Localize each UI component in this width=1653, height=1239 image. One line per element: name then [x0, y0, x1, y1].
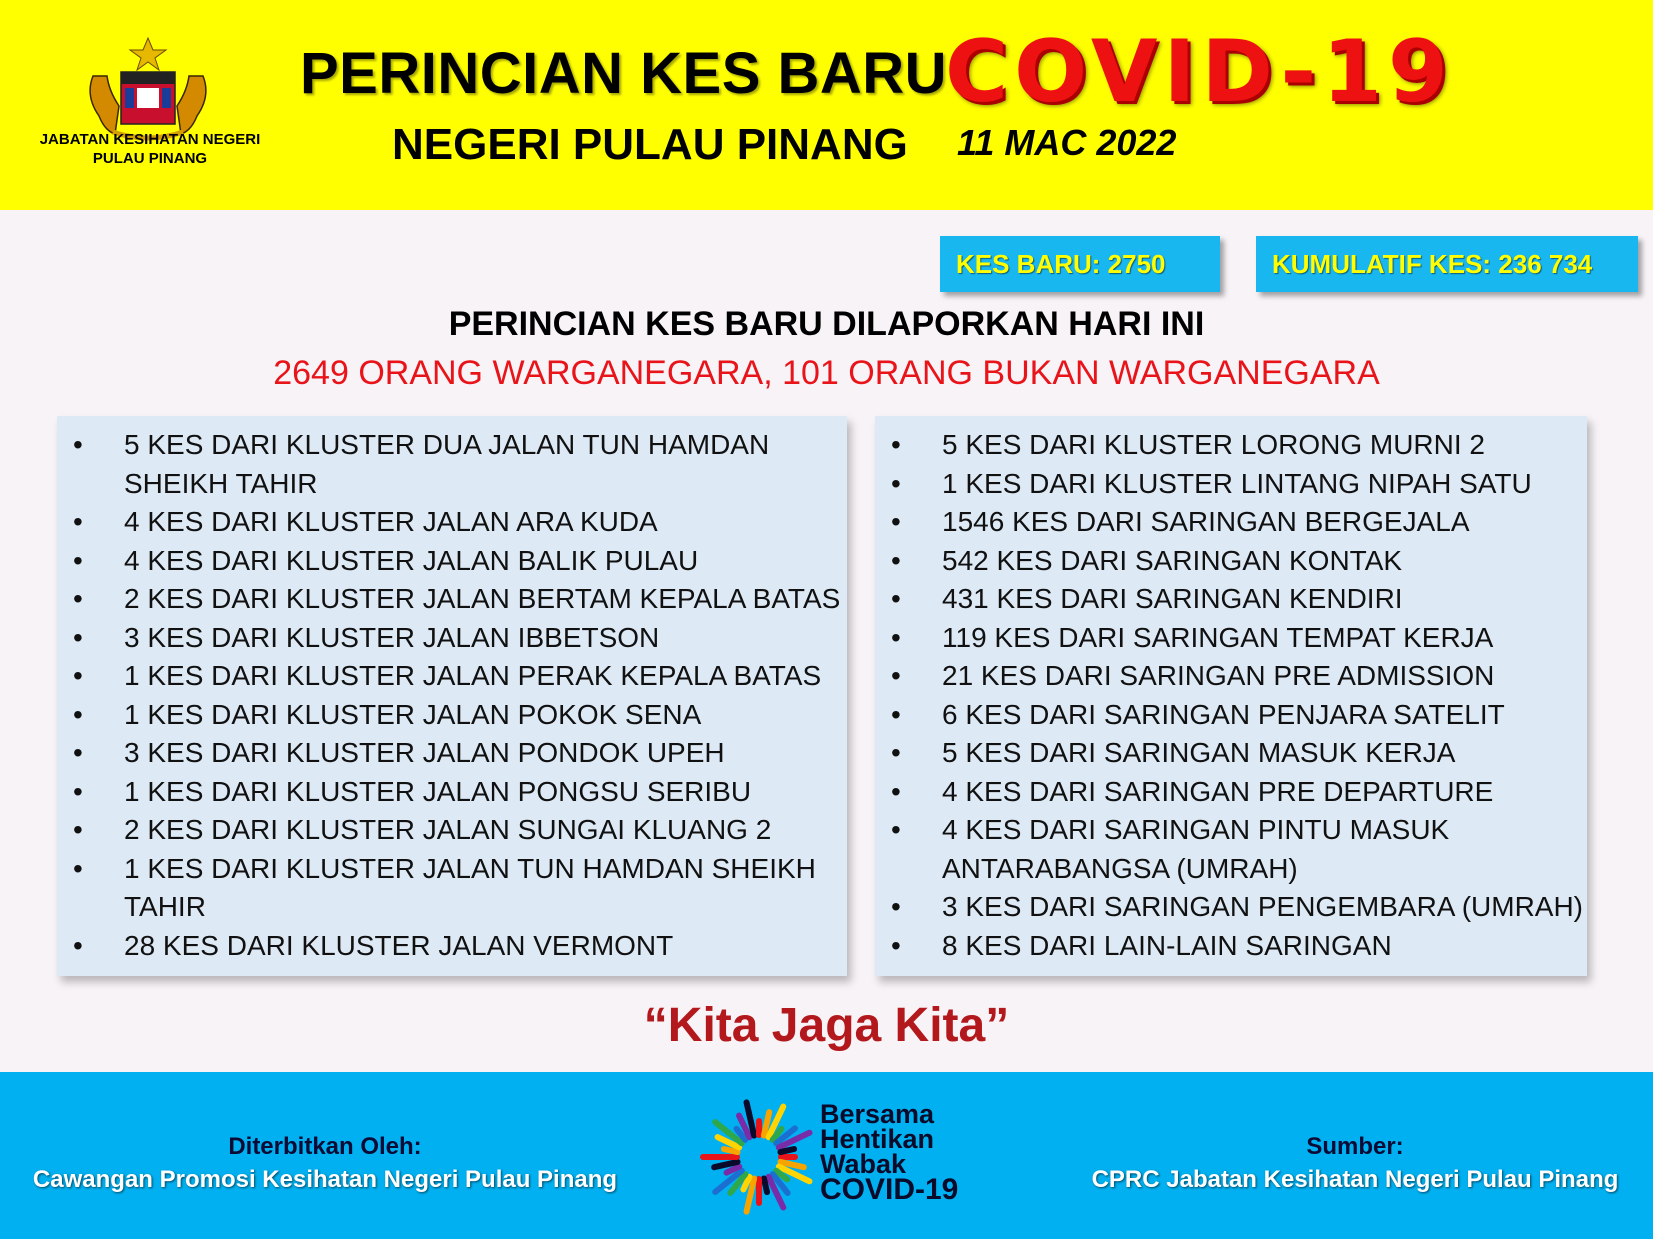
- published-by-value: Cawangan Promosi Kesihatan Negeri Pulau Pinang: [32, 1166, 618, 1193]
- bullet-icon: •: [73, 583, 83, 614]
- list-item-text: 1546 KES DARI SARINGAN BERGEJALA: [942, 506, 1470, 537]
- published-by-label: Diterbitkan Oleh:: [228, 1133, 422, 1160]
- campaign-text: [820, 1099, 959, 1206]
- sunburst-ray: [780, 1149, 794, 1152]
- list-item-text: 28 KES DARI KLUSTER JALAN VERMONT: [124, 929, 674, 961]
- bullet-icon: •: [73, 506, 83, 537]
- campaign-line: Bersama: [820, 1099, 935, 1129]
- list-item-text: 1 KES DARI KLUSTER JALAN PONGSU SERIBU: [124, 775, 752, 807]
- list-item-text: 8 KES DARI LAIN-LAIN SARINGAN: [942, 929, 1392, 961]
- list-item: [875, 580, 1587, 619]
- source-label: Sumber:: [1306, 1133, 1404, 1160]
- list-item: [875, 734, 1587, 773]
- list-item: [57, 426, 847, 503]
- list-item: [875, 542, 1587, 581]
- list-item-text: 119 KES DARI SARINGAN TEMPAT KERJA: [942, 621, 1494, 653]
- list-item-text: 1 KES DARI KLUSTER JALAN PERAK KEPALA BATAS: [124, 660, 822, 691]
- list-item-text: 4 KES DARI SARINGAN PRE DEPARTURE: [942, 775, 1494, 807]
- bullet-icon: •: [73, 814, 83, 845]
- bullet-icon: •: [891, 583, 901, 614]
- list-item: [57, 734, 847, 773]
- bullet-icon: •: [891, 621, 901, 653]
- list-item-text: 5 KES DARI KLUSTER DUA JALAN TUN HAMDAN: [124, 429, 770, 460]
- list-item: [57, 542, 847, 581]
- bullet-icon: •: [73, 852, 83, 884]
- header-banner: [0, 0, 1653, 210]
- sunburst-ray: [724, 1149, 738, 1152]
- list-item: [57, 657, 847, 696]
- list-item: [57, 696, 847, 735]
- bullet-icon: •: [73, 621, 83, 653]
- right-case-list: [875, 426, 1587, 965]
- left-case-list: [57, 426, 847, 965]
- source-value: CPRC Jabatan Kesihatan Negeri Pulau Pinang: [1091, 1166, 1619, 1193]
- bullet-icon: •: [891, 929, 901, 961]
- bullet-icon: •: [891, 506, 901, 537]
- report-date: 11 MAC 2022: [957, 122, 1177, 163]
- slogan: “Kita Jaga Kita”: [643, 999, 1010, 1052]
- list-item-text: 5 KES DARI KLUSTER LORONG MURNI 2: [942, 429, 1486, 460]
- list-item: [875, 696, 1587, 735]
- campaign-line: Hentikan: [820, 1124, 935, 1154]
- citizenship-summary: 2649 ORANG WARGANEGARA, 101 ORANG BUKAN WARGANEGARA: [273, 354, 1380, 392]
- bullet-icon: •: [891, 737, 901, 768]
- left-case-panel: [57, 416, 847, 976]
- list-item-text: 3 KES DARI KLUSTER JALAN IBBETSON: [124, 621, 660, 653]
- list-item: [875, 657, 1587, 696]
- list-item: [57, 927, 847, 966]
- bullet-icon: •: [891, 698, 901, 730]
- sunburst-icon: [700, 1098, 818, 1216]
- list-item: [57, 619, 847, 658]
- list-item-text: 2 KES DARI KLUSTER JALAN SUNGAI KLUANG 2: [124, 814, 772, 845]
- list-item: [875, 927, 1587, 966]
- list-item-text: 3 KES DARI SARINGAN PENGEMBARA (UMRAH): [942, 891, 1584, 922]
- cumulative-cases-badge: KUMULATIF KES: 236 734: [1256, 236, 1638, 292]
- list-item-text: 2 KES DARI KLUSTER JALAN BERTAM KEPALA BATAS: [124, 583, 841, 614]
- list-item-text: 4 KES DARI KLUSTER JALAN BALIK PULAU: [124, 544, 699, 576]
- list-item: [57, 850, 847, 927]
- list-item-text: 1 KES DARI KLUSTER LINTANG NIPAH SATU: [942, 467, 1532, 499]
- state-title: NEGERI PULAU PINANG: [392, 120, 908, 169]
- bullet-icon: •: [891, 429, 901, 460]
- list-item-text: 1 KES DARI KLUSTER JALAN POKOK SENA: [124, 698, 702, 730]
- sunburst-ray: [764, 1178, 767, 1192]
- right-case-panel: [875, 416, 1587, 976]
- list-item-text: 3 KES DARI KLUSTER JALAN PONDOK UPEH: [124, 737, 725, 768]
- bullet-icon: •: [73, 429, 83, 460]
- bullet-icon: •: [73, 698, 83, 730]
- list-item: [875, 465, 1587, 504]
- list-item-text: 5 KES DARI SARINGAN MASUK KERJA: [942, 737, 1456, 768]
- list-item-text: SHEIKH TAHIR: [124, 467, 318, 499]
- list-item: [875, 426, 1587, 465]
- bullet-icon: •: [73, 929, 83, 961]
- list-item: [875, 619, 1587, 658]
- list-item-text: ANTARABANGSA (UMRAH): [942, 852, 1298, 884]
- page-title: PERINCIAN KES BARU: [300, 41, 948, 106]
- list-item-text: 4 KES DARI KLUSTER JALAN ARA KUDA: [124, 506, 658, 537]
- department-name: JABATAN KESIHATAN NEGERI PULAU PINANG: [39, 131, 261, 167]
- bullet-icon: •: [891, 660, 901, 691]
- bullet-icon: •: [891, 467, 901, 499]
- list-item-text: 431 KES DARI SARINGAN KENDIRI: [942, 583, 1403, 614]
- list-item-text: 4 KES DARI SARINGAN PINTU MASUK: [942, 814, 1450, 845]
- bullet-icon: •: [891, 544, 901, 576]
- bullet-icon: •: [73, 660, 83, 691]
- list-item: [875, 811, 1587, 888]
- list-item: [57, 580, 847, 619]
- bullet-icon: •: [891, 775, 901, 807]
- list-item: [875, 773, 1587, 812]
- bullet-icon: •: [73, 544, 83, 576]
- bullet-icon: •: [73, 775, 83, 807]
- list-item-text: TAHIR: [124, 891, 206, 922]
- list-item: [875, 888, 1587, 927]
- campaign-line: COVID-19: [820, 1173, 959, 1206]
- list-item-text: 6 KES DARI SARINGAN PENJARA SATELIT: [942, 698, 1505, 730]
- bullet-icon: •: [891, 891, 901, 922]
- covid-title: COVID-19: [945, 22, 1454, 122]
- campaign-line: Wabak: [820, 1149, 907, 1179]
- list-item: [57, 773, 847, 812]
- list-item-text: 542 KES DARI SARINGAN KONTAK: [942, 544, 1403, 576]
- list-item-text: 21 KES DARI SARINGAN PRE ADMISSION: [942, 660, 1495, 691]
- bullet-icon: •: [891, 814, 901, 845]
- details-heading: PERINCIAN KES BARU DILAPORKAN HARI INI: [448, 305, 1205, 343]
- bullet-icon: •: [73, 737, 83, 768]
- list-item: [57, 503, 847, 542]
- list-item-text: 1 KES DARI KLUSTER JALAN TUN HAMDAN SHEIKH: [124, 852, 816, 884]
- list-item: [875, 503, 1587, 542]
- new-cases-badge: KES BARU: 2750: [940, 236, 1220, 292]
- list-item: [57, 811, 847, 850]
